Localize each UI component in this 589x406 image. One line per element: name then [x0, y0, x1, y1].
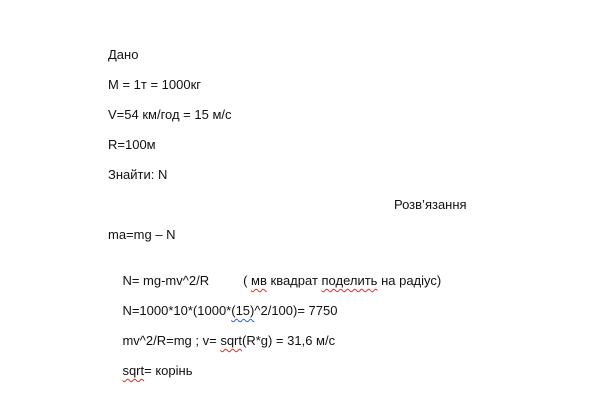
- note-open: (: [243, 273, 252, 288]
- radius-line: R=100м: [108, 137, 156, 152]
- given-heading: Дано: [108, 47, 139, 62]
- eq3-suffix: ^2/100)= 7750: [254, 303, 338, 318]
- note-word-mv[interactable]: мв: [251, 273, 267, 288]
- equation-normal-force-text: N= mg-mv^2/R: [122, 273, 210, 288]
- eq4-prefix: mv^2/R=mg ; v=: [122, 333, 221, 348]
- velocity-line: V=54 км/год = 15 м/с: [108, 107, 232, 122]
- note-end: на радіус): [377, 273, 442, 288]
- eq3-mid[interactable]: (15): [231, 303, 255, 318]
- def-sqrt-word[interactable]: sqrt: [122, 363, 145, 378]
- find-line: Знайти: N: [108, 167, 168, 182]
- note-middle: квадрат: [266, 273, 322, 288]
- def-suffix: = корінь: [144, 363, 193, 378]
- equation-newton: ma=mg – N: [108, 227, 176, 242]
- mass-line: M = 1т = 1000кг: [108, 77, 201, 92]
- eq4-suffix: (R*g) = 31,6 м/с: [241, 333, 336, 348]
- eq4-sqrt-word[interactable]: sqrt: [220, 333, 242, 348]
- definition-line: [108, 347, 192, 395]
- solution-heading: Розв’язання: [394, 197, 467, 212]
- note-word-podelit[interactable]: поделить: [321, 273, 378, 288]
- eq3-prefix: N=1000*10*(1000*: [122, 303, 232, 318]
